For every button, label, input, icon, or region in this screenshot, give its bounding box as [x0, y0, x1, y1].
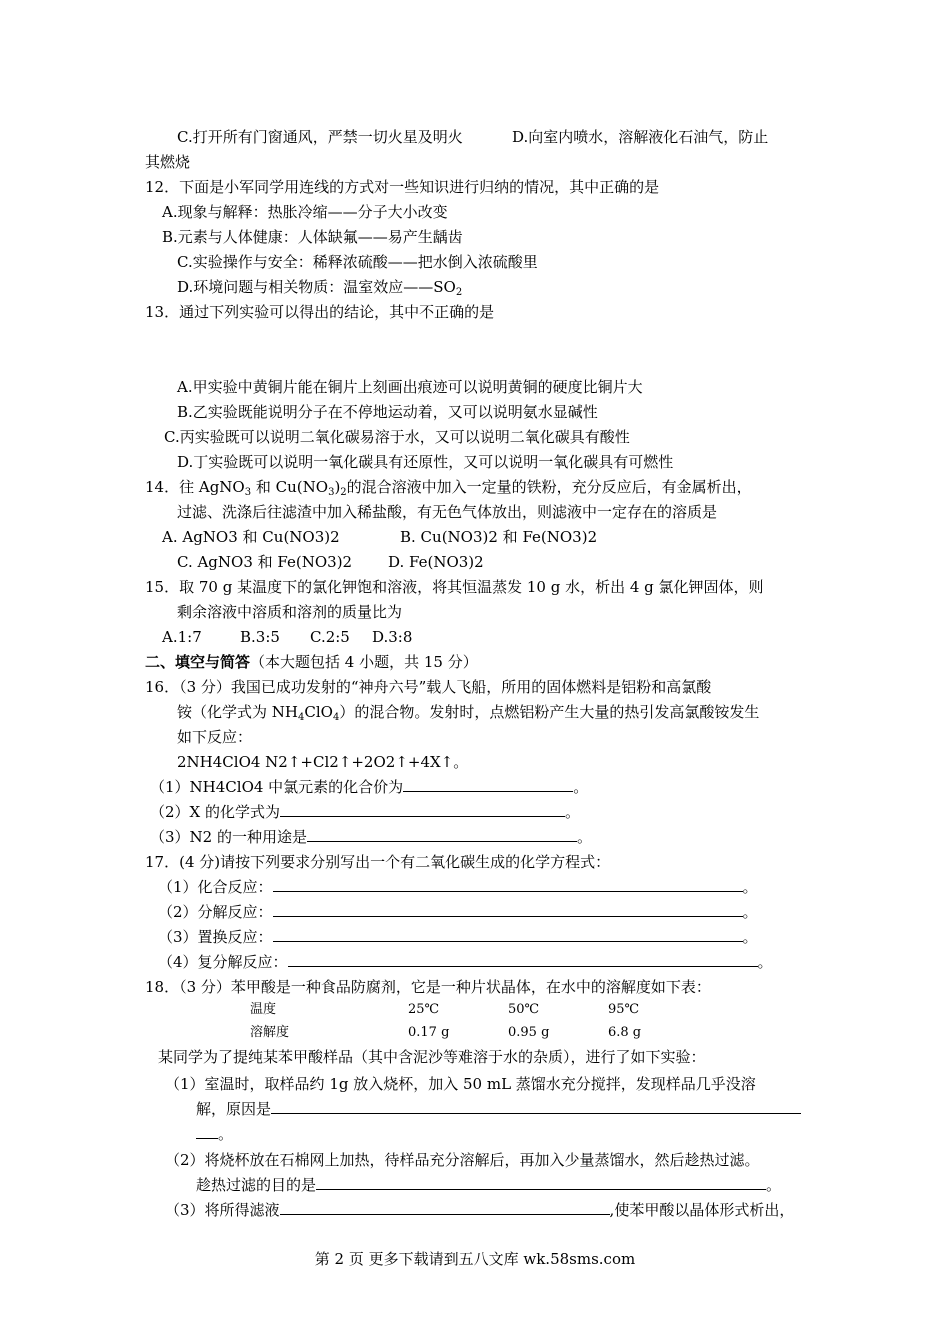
- table-cell: 6.8 g: [608, 1025, 642, 1040]
- answer-blank[interactable]: [196, 1124, 218, 1139]
- q13-stem: 13．通过下列实验可以得出的结论，其中不正确的是: [145, 303, 495, 321]
- q11-option-c: C.打开所有门窗通风，严禁一切火星及明火: [177, 128, 463, 146]
- q17-part2: （2）分解反应： 。: [158, 903, 758, 921]
- q16-stem: 16．（3 分）我国已成功发射的“神舟六号”载人飞船，所用的固体燃料是铝粉和高氯酸: [145, 678, 712, 696]
- q16-part2: （2）X 的化学式为 。: [150, 803, 581, 821]
- table-cell: 50℃: [508, 1002, 540, 1017]
- q18-part2: （2）将烧杯放在石棉网上加热，待样品充分溶解后，再加入少量蒸馏水，然后趁热过滤。: [165, 1151, 760, 1169]
- q13-option-a: A.甲实验中黄铜片能在铜片上刻画出痕迹可以说明黄铜的硬度比铜片大: [177, 378, 643, 396]
- q13-option-c: C.丙实验既可以说明二氧化碳易溶于水，又可以说明二氧化碳具有酸性: [164, 428, 630, 446]
- q15-option-c: C.2:5: [310, 628, 350, 646]
- q13-option-b: B.乙实验既能说明分子在不停地运动着，又可以说明氨水显碱性: [177, 403, 598, 421]
- q16-equation: 2NH4ClO4 N2↑+Cl2↑+2O2↑+4X↑。: [177, 753, 469, 771]
- answer-blank[interactable]: [307, 827, 577, 842]
- q17-part1: （1）化合反应： 。: [158, 878, 758, 896]
- q17-part4: （4）复分解反应： 。: [158, 953, 773, 971]
- table-cell: 温度: [250, 1002, 277, 1017]
- q17-part3: （3）置换反应： 。: [158, 928, 758, 946]
- q16-stem-line3: 如下反应：: [177, 728, 253, 746]
- table-cell: 0.17 g: [408, 1025, 450, 1040]
- q18-part1: （1）室温时，取样品约 1g 放入烧杯，加入 50 mL 蒸馏水充分搅拌，发现样品几乎没溶: [165, 1075, 756, 1093]
- q12-option-b: B.元素与人体健康：人体缺氟——易产生龋齿: [162, 228, 463, 246]
- q16-part3: （3）N2 的一种用途是 。: [150, 828, 592, 846]
- answer-blank[interactable]: [271, 1099, 801, 1114]
- q12-stem: 12．下面是小军同学用连线的方式对一些知识进行归纳的情况，其中正确的是: [145, 178, 660, 196]
- answer-blank[interactable]: [280, 1200, 610, 1215]
- table-cell: 95℃: [608, 1002, 640, 1017]
- q13-option-d: D.丁实验既可以说明一氧化碳具有还原性，又可以说明一氧化碳具有可燃性: [177, 453, 674, 471]
- table-cell: 溶解度: [250, 1025, 290, 1040]
- answer-blank[interactable]: [288, 952, 758, 967]
- q12-option-a: A.现象与解释：热胀冷缩——分子大小改变: [162, 203, 448, 221]
- section-title: 二、填空与简答（本大题包括 4 小题，共 15 分）: [145, 653, 478, 671]
- table-cell: 0.95 g: [508, 1025, 550, 1040]
- answer-blank[interactable]: [273, 902, 743, 917]
- q16-part1: （1）NH4ClO4 中氯元素的化合价为 。: [150, 778, 589, 796]
- q18-part1-line2: 解，原因是: [196, 1099, 801, 1119]
- q18-part2-line2: 趁热过滤的目的是 。: [196, 1176, 782, 1194]
- q16-stem-line2: 铵（化学式为 $NH_4ClO_4$）的混合物。发射时，点燃铝粉产生大量的热引发高氯酸铵发生: [177, 703, 760, 723]
- q18-stem: 18．（3 分）苯甲酸是一种食品防腐剂，它是一种片状晶体，在水中的溶解度如下表：: [145, 978, 711, 996]
- answer-blank[interactable]: [273, 927, 743, 942]
- answer-blank[interactable]: [316, 1175, 766, 1190]
- q15-stem: 15．取 70 g 某温度下的氯化钾饱和溶液，将其恒温蒸发 10 g 水，析出 4 g 氯化钾固体，则: [145, 578, 764, 596]
- q18-part3: （3）将所得滤液 ,使苯甲酸以晶体形式析出，: [165, 1201, 795, 1219]
- q14-option-d: D. Fe(NO3)2: [388, 553, 484, 571]
- page-footer: 第 2 页 更多下载请到五八文库 wk.58sms.com: [314, 1250, 636, 1268]
- q15-option-b: B.3:5: [240, 628, 280, 646]
- q11-option-d: D.向室内喷水，溶解液化石油气，防止: [512, 128, 769, 146]
- q14-option-c: C. AgNO3 和 Fe(NO3)2: [177, 553, 353, 571]
- q14-stem-line2: 过滤、洗涤后往滤渣中加入稀盐酸，有无色气体放出，则滤液中一定存在的溶质是: [177, 503, 718, 521]
- q14-option-a: A. AgNO3 和 Cu(NO3)2: [162, 528, 340, 546]
- q18-intro: 某同学为了提纯某苯甲酸样品（其中含泥沙等难溶于水的杂质），进行了如下实验：: [158, 1048, 706, 1066]
- answer-blank[interactable]: [273, 877, 743, 892]
- q15-stem-line2: 剩余溶液中溶质和溶剂的质量比为: [177, 603, 403, 621]
- q14-option-b: B. Cu(NO3)2 和 Fe(NO3)2: [400, 528, 598, 546]
- q15-option-d: D.3:8: [372, 628, 413, 646]
- q15-option-a: A.1:7: [162, 628, 202, 646]
- answer-blank[interactable]: [403, 777, 573, 792]
- table-cell: 25℃: [408, 1002, 440, 1017]
- q17-stem: 17．(4 分)请按下列要求分别写出一个有二氧化碳生成的化学方程式：: [145, 853, 611, 871]
- q12-option-d: D.环境问题与相关物质：温室效应$——SO_2$: [177, 278, 463, 298]
- q18-part1-line3: 。: [196, 1124, 233, 1144]
- answer-blank[interactable]: [280, 802, 565, 817]
- q14-stem: 14．往 AgNO$_3$ 和 $Cu(NO_3)_2$的混合溶液中加入一定量的铁粉，充分反应后，有金属析出，: [145, 478, 752, 498]
- q12-option-c: C.实验操作与安全：稀释浓硫酸——把水倒入浓硫酸里: [177, 253, 538, 271]
- q11-option-d-cont: 其燃烧: [145, 153, 191, 171]
